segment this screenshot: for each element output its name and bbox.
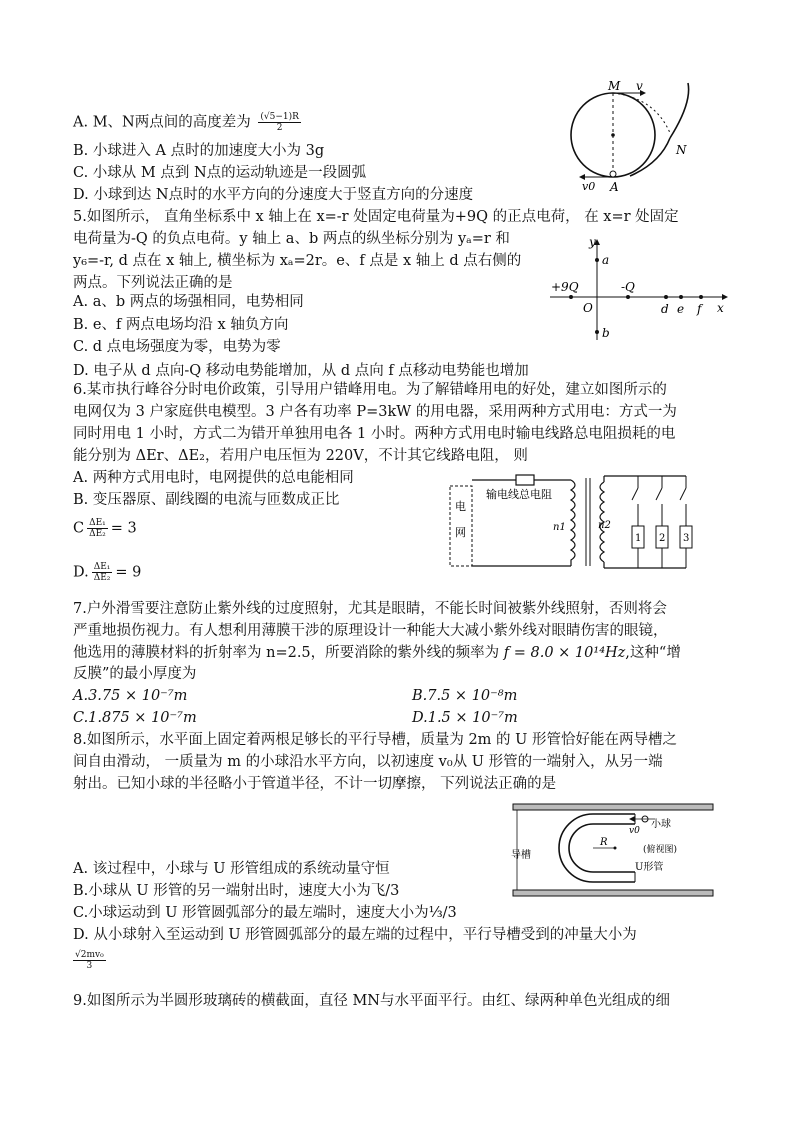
q5-stem-line-4: 两点。下列说法正确的是 xyxy=(73,275,233,291)
q7-stem-line-1: 7.户外滑雪要注意防止紫外线的过度照射，尤其是眼睛，不能长时间被紫外线照射，否则将会 xyxy=(73,601,667,617)
q8-label-ball: 小球 xyxy=(651,819,671,830)
q5-label-b: b xyxy=(602,326,610,340)
q5-option-c: C. d 点电场强度为零，电势为零 xyxy=(73,339,281,355)
q4-option-a-fraction: $\frac{(√5-1)R}{2}$ xyxy=(260,112,299,133)
q5-label-x: x xyxy=(717,301,724,315)
q8-label-tube: U形管 xyxy=(635,862,664,873)
q5-label-d: d xyxy=(661,302,669,316)
q8-figure xyxy=(505,800,720,902)
q6-stem-line-1: 6.某市执行峰谷分时电价政策，引导用户错峰用电。为了解错峰用电的好处，建立如图所示的 xyxy=(73,382,667,398)
q8-stem-line-1: 8.如图所示，水平面上固定着两根足够长的平行导槽，质量为 2m 的 U 形管恰好能在两导槽之 xyxy=(73,732,677,748)
q6-option-b: B. 变压器原、副线圈的电流与匝数成正比 xyxy=(73,492,340,508)
q8-option-b: B.小球从 U 形管的另一端射出时，速度大小为飞/3 xyxy=(73,883,400,899)
q8-option-a: A. 该过程中，小球与 U 形管组成的系统动量守恒 xyxy=(73,861,390,877)
q4-option-b: B. 小球进入 A 点时的加速度大小为 3g xyxy=(73,143,325,159)
q5-stem-line-3: y₆=-r, d 点在 x 轴上, 横坐标为 xₐ=2r。e、f 点是 x 轴上 d 点右侧的 xyxy=(73,253,522,269)
q4-option-d: D. 小球到达 N点时的水平方向的分速度大于竖直方向的分速度 xyxy=(73,187,474,203)
q6-stem-line-4: 能分别为 ΔEr、ΔE₂，若用户电压恒为 220V，不计其它线路电阻， 则 xyxy=(73,448,528,464)
q5-option-b: B. e、f 两点电场均沿 x 轴负方向 xyxy=(73,317,289,333)
q8-label-groove: 导槽 xyxy=(511,850,531,861)
q8-label-view: (俯视图) xyxy=(643,845,678,855)
q6-user-label-1: 1 xyxy=(635,533,642,544)
q5-label-neg-charge: -Q xyxy=(621,280,635,294)
q5-option-d: D. 电子从 d 点向-Q 移动电势能增加，从 d 点向 f 点移动电势能也增加 xyxy=(73,363,529,379)
q5-label-y: y xyxy=(589,235,596,249)
q4-option-a-text: A. M、N两点间的高度差为 xyxy=(73,114,251,131)
q4-label-m: M xyxy=(608,79,621,93)
q5-label-origin: O xyxy=(583,301,593,315)
q5-stem-line-1: 5.如图所示， 直角坐标系中 x 轴上在 x=-r 处固定电荷量为+9Q 的正点电荷， 在 x=r 处固定 xyxy=(73,209,679,225)
q6-label-n1: n1 xyxy=(553,522,566,533)
q8-option-d-fraction: $\frac{\text{√2mv₀}}{3}$ xyxy=(75,950,104,971)
q4-option-a xyxy=(73,112,304,133)
q5-figure xyxy=(545,235,730,347)
q6-option-d: D. $\frac{\text{ΔE₁}}{\text{ΔE₂}}$ = 9 xyxy=(73,562,142,583)
q7-stem-line-3: 他选用的薄膜材料的折射率为 n=2.5，所要消除的紫外线的频率为 f = 8.0 × 10¹⁴Hz,这种“增 xyxy=(73,645,681,661)
q8-option-c: C.小球运动到 U 形管圆弧部分的最左端时，速度大小为⅓/3 xyxy=(73,905,457,921)
q8-option-d: D. 从小球射入至运动到 U 形管圆弧部分的最左端的过程中，平行导槽受到的冲量大小为 xyxy=(73,927,637,943)
q4-figure xyxy=(560,78,700,194)
q7-option-c: C.1.875 × 10⁻⁷m xyxy=(73,710,197,726)
q7-stem-line-4: 反膜”的最小厚度为 xyxy=(73,666,197,682)
q8-stem-line-3: 射出。已知小球的半径略小于管道半径，不计一切摩擦， 下列说法正确的是 xyxy=(73,776,557,792)
q6-option-a: A. 两种方式用电时，电网提供的总电能相同 xyxy=(73,470,354,486)
q8-label-r: R xyxy=(600,837,608,848)
q5-label-a: a xyxy=(602,253,610,267)
q6-user-label-2: 2 xyxy=(659,533,666,544)
q6-user-branch-1 xyxy=(632,476,644,568)
q4-label-v: v xyxy=(636,79,643,93)
q4-label-v0: v0 xyxy=(582,180,596,193)
q6-line-resistance-label: 输电线总电阻 xyxy=(486,488,552,501)
q7-stem-line-2: 严重地损伤视力。有人想利用薄膜干涉的原理设计一种能大大减小紫外线对眼睛伤害的眼镜， xyxy=(73,623,668,639)
q6-user-branch-2 xyxy=(656,476,668,568)
q6-grid-label-2: 网 xyxy=(455,526,466,539)
q5-label-f: f xyxy=(697,302,702,316)
q4-option-c: C. 小球从 M 点到 N点的运动轨迹是一段圆弧 xyxy=(73,165,367,181)
q4-label-n: N xyxy=(676,143,687,157)
q4-label-a: A xyxy=(610,180,619,194)
q6-user-label-3: 3 xyxy=(683,533,690,544)
q6-stem-line-3: 同时用电 1 小时，方式二为错开单独用电各 1 小时。两种方式用电时输电线路总电阻损耗的电 xyxy=(73,426,676,442)
q8-stem-line-2: 间自由滑动， 一质量为 m 的小球沿水平方向，以初速度 v₀从 U 形管的一端射入，从另一端 xyxy=(73,754,663,770)
q6-user-branch-3 xyxy=(680,476,692,568)
q6-stem-line-2: 电网仅为 3 户家庭供电模型。3 户各有功率 P=3kW 的用电器，采用两种方式用电：方式一为 xyxy=(73,404,677,420)
q5-stem-line-2: 电荷量为-Q 的负点电荷。y 轴上 a、b 两点的纵坐标分别为 yₐ=r 和 xyxy=(73,231,510,247)
q5-label-pos-charge: +9Q xyxy=(551,280,579,294)
q6-circuit-figure xyxy=(446,470,716,574)
q7-option-b: B.7.5 × 10⁻⁸m xyxy=(412,688,518,704)
q7-option-d: D.1.5 × 10⁻⁷m xyxy=(412,710,518,726)
q5-option-a: A. a、b 两点的场强相同，电势相同 xyxy=(73,294,304,310)
q8-label-v0: v0 xyxy=(629,826,640,836)
q5-label-e: e xyxy=(677,302,685,316)
q6-label-n2: n2 xyxy=(598,520,611,531)
q9-stem-line-1: 9.如图所示为半圆形玻璃砖的横截面，直径 MN与水平面平行。由红、绿两种单色光组成的细 xyxy=(73,993,670,1009)
q7-option-a: A.3.75 × 10⁻⁷m xyxy=(73,688,188,704)
q6-option-c: C $\frac{\text{ΔE₁}}{\text{ΔE₂}}$ = 3 xyxy=(73,518,137,539)
q6-grid-label-1: 电 xyxy=(455,500,466,513)
